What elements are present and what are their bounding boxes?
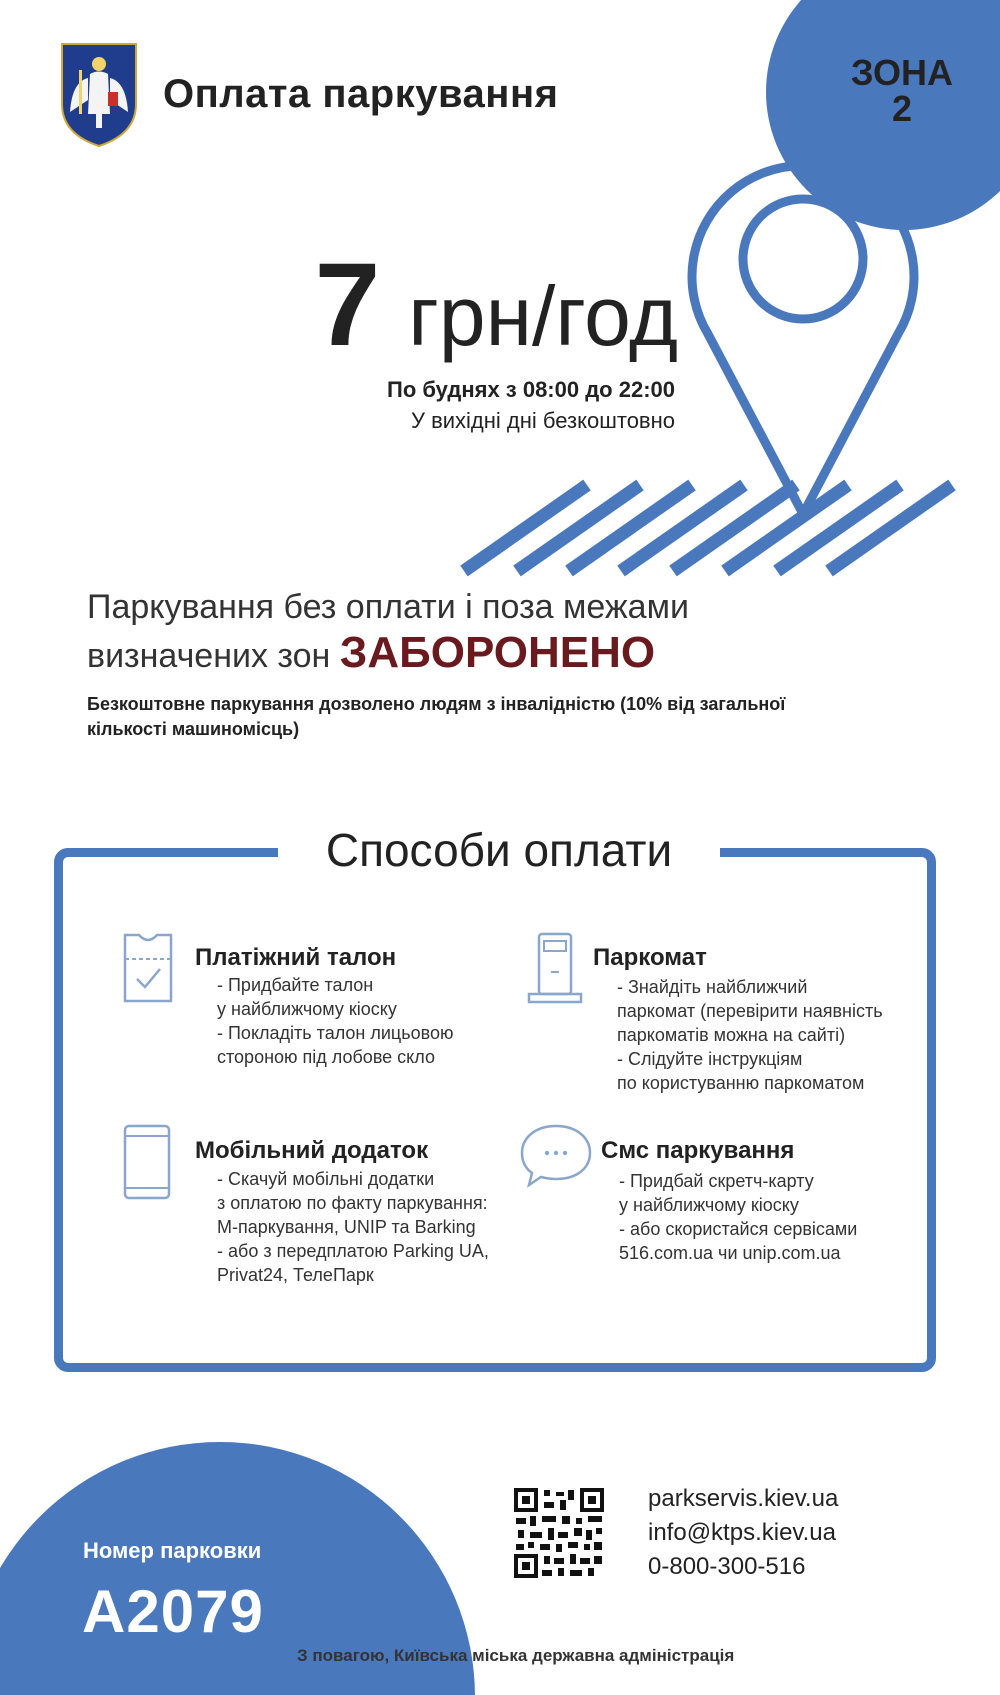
- method-ticket-title: Платіжний талон: [195, 944, 397, 971]
- disability-note: Безкоштовне паркування дозволено людям з інвалідністю (10% від загальної кількості машиномісць): [87, 694, 786, 739]
- text-line: 516.com.ua чи unip.com.ua: [619, 1243, 841, 1263]
- warning-line-2: визначених зон: [87, 637, 331, 675]
- text-line: з оплатою по факту паркування:: [217, 1193, 488, 1213]
- qr-code-icon[interactable]: [514, 1488, 604, 1578]
- chat-bubble-icon: [519, 1122, 593, 1188]
- weekend-schedule: У вихідні дні безкоштовно: [410, 408, 675, 433]
- method-sms-text: [619, 1169, 857, 1265]
- parking-stripes: [464, 485, 952, 571]
- zone-number: 2: [891, 88, 913, 129]
- parking-number-label: Номер парковки: [83, 1538, 262, 1563]
- zone-label: ЗОНА: [850, 52, 954, 93]
- method-app-text: [217, 1167, 489, 1287]
- parking-warning: [87, 584, 689, 679]
- email-link[interactable]: info@ktps.kiev.ua: [648, 1519, 837, 1546]
- text-line: Privat24, ТелеПарк: [217, 1265, 374, 1285]
- payment-methods-title: Способи оплати: [278, 820, 720, 880]
- text-line: паркоматів можна на сайті): [617, 1025, 846, 1045]
- text-line: - Слідуйте інструкціям: [617, 1049, 803, 1069]
- parking-meter-icon: [527, 932, 583, 1008]
- text-line: - Покладіть талон лицьовою: [217, 1023, 454, 1043]
- regards-signature: З повагою, Київська міська державна адміністрація: [297, 1646, 735, 1665]
- tariff-amount: 7: [314, 239, 381, 371]
- method-ticket-text: [217, 973, 454, 1069]
- forbidden-label: ЗАБОРОНЕНО: [339, 628, 656, 677]
- tariff-unit: грн/год: [408, 269, 678, 363]
- warning-line-1: Паркування без оплати і поза межами: [87, 588, 689, 626]
- text-line: - Придбай скретч-карту: [619, 1171, 814, 1191]
- map-pin-center: [743, 199, 863, 319]
- method-meter-text: [617, 975, 883, 1095]
- kyiv-coat-of-arms-icon: [60, 42, 138, 148]
- website-link[interactable]: parkservis.kiev.ua: [648, 1485, 839, 1512]
- text-line: - або скористайся сервісами: [619, 1219, 858, 1239]
- method-app-title: Мобільний додаток: [195, 1137, 429, 1164]
- method-sms-title: Смс паркування: [601, 1137, 795, 1164]
- text-line: - або з передплатою Parking UA,: [217, 1241, 489, 1261]
- ticket-icon: [123, 933, 173, 1003]
- text-line: - Придбайте талон: [217, 975, 374, 995]
- page-title: Оплата паркування: [163, 72, 559, 116]
- text-line: у найближчому кіоску: [217, 999, 397, 1019]
- weekday-schedule: По буднях з 08:00 до 22:00: [387, 377, 675, 402]
- method-meter-title: Паркомат: [593, 944, 707, 971]
- smartphone-icon: [123, 1124, 171, 1200]
- phone-number[interactable]: 0-800-300-516: [648, 1553, 806, 1580]
- text-line: по користуванню паркоматом: [617, 1073, 865, 1093]
- payment-methods-box: [54, 848, 936, 1372]
- text-line: стороною під лобове скло: [217, 1047, 435, 1067]
- text-line: паркомат (перевірити наявність: [617, 1001, 883, 1021]
- text-line: - Знайдіть найближчий: [617, 977, 808, 997]
- text-line: у найближчому кіоску: [619, 1195, 799, 1215]
- text-line: М-паркування, UNIP та Barking: [217, 1217, 476, 1237]
- parking-number: А2079: [82, 1578, 264, 1645]
- text-line: - Скачуй мобільні додатки: [217, 1169, 435, 1189]
- tariff-price: [314, 239, 678, 371]
- zone-badge: [846, 52, 958, 129]
